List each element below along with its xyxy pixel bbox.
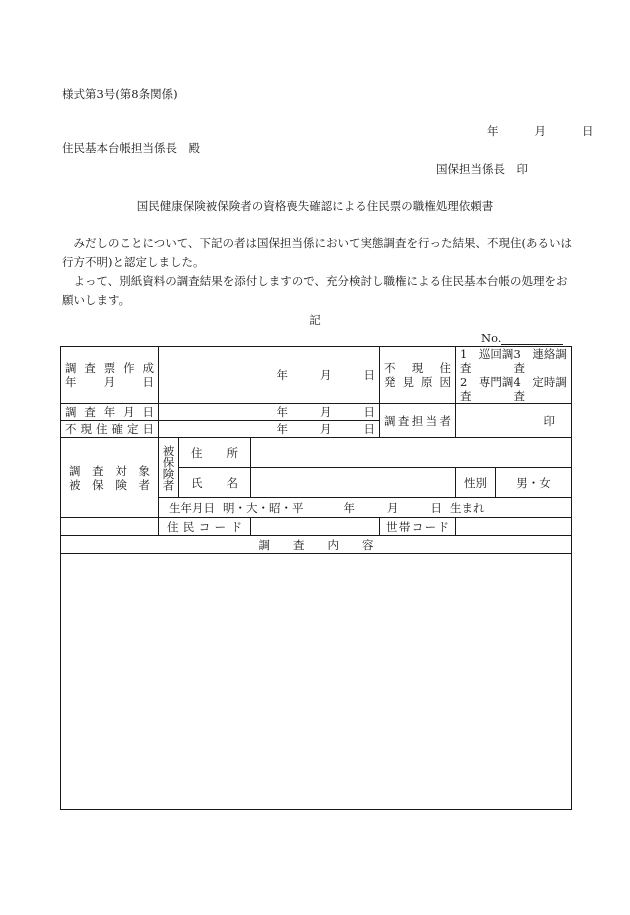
number-label: No.	[481, 331, 502, 345]
household-code-field[interactable]	[456, 518, 572, 536]
cause-options[interactable]: 1 巡回調査 3 連絡調査 2 専門調査 4 定時調査	[456, 347, 572, 404]
survey-date-label: 調査年月日	[61, 404, 159, 421]
cause-label: 不現住 発見原因	[380, 347, 456, 404]
form-number: 様式第3号(第8条関係)	[62, 87, 178, 101]
era-options: 明・大・昭・平	[223, 500, 304, 515]
number-blank[interactable]	[501, 332, 563, 345]
address-field[interactable]	[251, 438, 572, 468]
birth-date-row[interactable]: 生年月日 明・大・昭・平 年 月 日 生まれ	[159, 498, 572, 518]
birth-date-label: 生年月日	[169, 500, 215, 515]
surveyor-field[interactable]	[456, 404, 572, 438]
creation-date-label: 調査票作成 年 月 日	[61, 347, 159, 404]
name-field[interactable]	[251, 468, 456, 498]
issue-date-year: 年	[487, 124, 499, 138]
insured-label: 被保険者	[159, 438, 179, 498]
addressee: 住民基本台帳担当係長 殿	[62, 141, 200, 155]
subject-label: 調査対象 被保険者	[61, 438, 159, 518]
surveyor-label: 調査担当者	[380, 404, 456, 438]
confirm-date-field[interactable]: 年 月 日	[159, 421, 380, 438]
ki-heading: 記	[309, 313, 321, 327]
issue-date-day: 日	[582, 124, 594, 138]
sex-label: 性別	[456, 468, 496, 498]
resident-code-label: 住民コード	[159, 518, 251, 536]
seal-mark: 印	[543, 413, 555, 428]
creation-date-field[interactable]: 年 月 日	[159, 347, 380, 404]
survey-date-field[interactable]: 年 月 日	[159, 404, 380, 421]
issue-date	[487, 123, 594, 139]
name-label: 氏名	[179, 468, 251, 498]
paragraph-2: よって、別紙資料の調査結果を添付しますので、充分検討し職権による住民基本台帳の処理をお願いします。	[62, 274, 568, 307]
body-text	[62, 234, 574, 310]
born-label: 生まれ	[450, 500, 485, 515]
request-form-table	[60, 346, 572, 810]
issue-date-month: 月	[534, 124, 546, 138]
confirm-date-label: 不現住確定日	[61, 421, 159, 438]
document-title: 国民健康保険被保険者の資格喪失確認による住民票の職権処理依頼書	[136, 199, 494, 213]
sender: 国保担当係長 印	[436, 162, 528, 176]
number-field	[481, 331, 563, 345]
content-heading: 調 査 内 容	[61, 536, 572, 554]
resident-code-field[interactable]	[251, 518, 380, 536]
household-code-label: 世帯コード	[380, 518, 456, 536]
address-label: 住所	[179, 438, 251, 468]
content-area[interactable]	[61, 554, 572, 810]
sex-options[interactable]: 男・女	[496, 468, 572, 498]
paragraph-1: みだしのことについて、下記の者は国保担当係において実態調査を行った結果、不現住(あるいは行方不明)と認定しました。	[62, 236, 573, 269]
